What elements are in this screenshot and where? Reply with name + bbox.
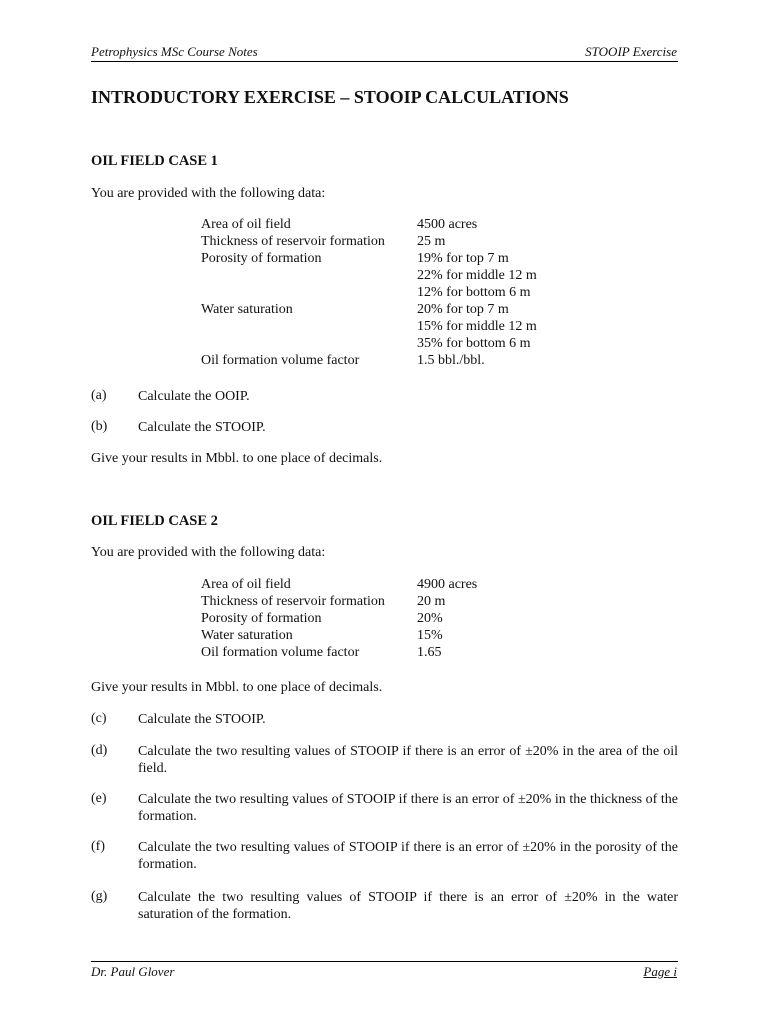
question-text: Calculate the two resulting values of STOOIP if there is an error of ±20% in the water saturation of the formation.	[138, 890, 678, 922]
case1-value: 20% for top 7 m	[417, 302, 509, 317]
case1-label: Area of oil field	[201, 217, 291, 232]
case1-label: Oil formation volume factor	[201, 353, 360, 368]
case2-label: Thickness of reservoir formation	[201, 594, 385, 609]
case1-value: 25 m	[417, 234, 446, 249]
footer-left: Dr. Paul Glover	[91, 964, 175, 979]
question-text: Calculate the OOIP.	[138, 389, 250, 404]
question-label: (a)	[91, 388, 107, 403]
header-rule	[91, 61, 678, 62]
case2-value: 1.65	[417, 645, 442, 660]
question-label: (g)	[91, 889, 108, 904]
question-text: Calculate the two resulting values of STOOIP if there is an error of ±20% in the area of the oil field.	[138, 744, 678, 776]
case1-value: 12% for bottom 6 m	[417, 285, 531, 300]
case1-note: Give your results in Mbbl. to one place of decimals.	[91, 451, 383, 466]
case1-value: 22% for middle 12 m	[417, 268, 537, 283]
page-number: Page i	[643, 964, 677, 979]
case2-intro: You are provided with the following data:	[91, 545, 326, 560]
header-right: STOOIP Exercise	[585, 44, 677, 59]
case2-heading: OIL FIELD CASE 2	[91, 513, 218, 529]
case2-note: Give your results in Mbbl. to one place of decimals.	[91, 680, 383, 695]
question-text: Calculate the two resulting values of STOOIP if there is an error of ±20% in the porosity of the formation.	[138, 840, 678, 872]
case1-heading: OIL FIELD CASE 1	[91, 153, 218, 169]
page-title: INTRODUCTORY EXERCISE – STOOIP CALCULATIONS	[91, 87, 569, 107]
case2-label: Water saturation	[201, 628, 293, 643]
question-text: Calculate the STOOIP.	[138, 420, 266, 435]
question-label: (d)	[91, 743, 108, 758]
question-text: Calculate the two resulting values of STOOIP if there is an error of ±20% in the thickness of the formation.	[138, 792, 678, 824]
case2-label: Porosity of formation	[201, 611, 322, 626]
case2-value: 20 m	[417, 594, 446, 609]
question-label: (e)	[91, 791, 107, 806]
question-label: (f)	[91, 839, 105, 854]
question-label: (b)	[91, 419, 108, 434]
case2-label: Oil formation volume factor	[201, 645, 360, 660]
header-left: Petrophysics MSc Course Notes	[91, 44, 258, 59]
question-text: Calculate the STOOIP.	[138, 712, 266, 727]
case1-value: 15% for middle 12 m	[417, 319, 537, 334]
case1-label: Porosity of formation	[201, 251, 322, 266]
case2-label: Area of oil field	[201, 577, 291, 592]
case1-intro: You are provided with the following data:	[91, 186, 326, 201]
case2-value: 15%	[417, 628, 443, 643]
case1-value: 1.5 bbl./bbl.	[417, 353, 485, 368]
case1-value: 4500 acres	[417, 217, 478, 232]
case1-value: 35% for bottom 6 m	[417, 336, 531, 351]
case1-label: Thickness of reservoir formation	[201, 234, 385, 249]
footer-rule	[91, 961, 678, 962]
case1-label: Water saturation	[201, 302, 293, 317]
case2-value: 20%	[417, 611, 443, 626]
case2-value: 4900 acres	[417, 577, 478, 592]
case1-value: 19% for top 7 m	[417, 251, 509, 266]
question-label: (c)	[91, 711, 107, 726]
